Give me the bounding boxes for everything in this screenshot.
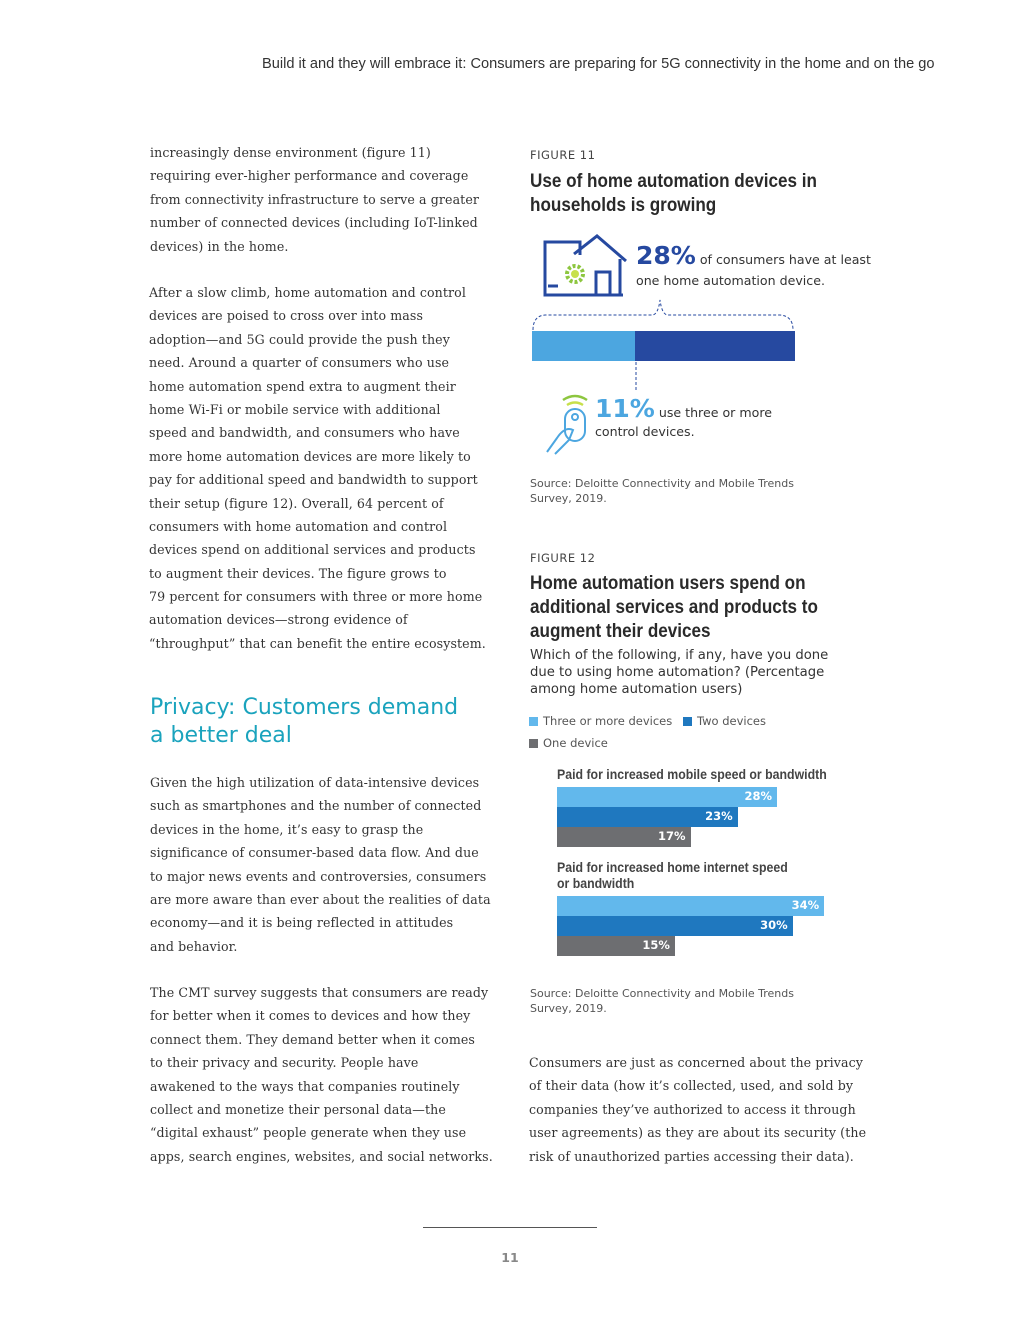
text-line: Source: Deloitte Connectivity and Mobile Trends (530, 477, 794, 490)
text-line: awakened to the ways that companies routinely (150, 1078, 460, 1094)
figure-11-title (530, 170, 817, 218)
text-line: automation devices—strong evidence of (149, 612, 408, 628)
body-paragraph-1 (150, 141, 479, 258)
text-line: consumers with home automation and control (149, 518, 448, 534)
text-line: number of connected devices (including IoT-linked (150, 215, 478, 231)
three-plus-segment (532, 331, 635, 361)
text-line: Paid for increased mobile speed or bandwidth (557, 766, 827, 782)
smart-home-icon (540, 232, 630, 300)
text-line: from connectivity infrastructure to serve a greater (150, 191, 480, 207)
text-line: connect them. They demand better when it comes (150, 1031, 475, 1047)
text-line: such as smartphones and the number of connected (150, 798, 482, 814)
text-line: home automation spend extra to augment their (149, 378, 456, 394)
text-line: increasingly dense environment (figure 11) (150, 145, 431, 160)
right-paragraph (529, 1051, 866, 1168)
household-bar (532, 331, 795, 361)
text-line: home Wi-Fi or mobile service with additional (149, 401, 441, 417)
text-line: “digital exhaust” people generate when they use (150, 1125, 467, 1141)
text-line: are more aware than ever about the realities of data (150, 891, 491, 907)
text-line: user agreements) as they are about its security (the (529, 1125, 867, 1141)
body-paragraph-3 (150, 771, 491, 958)
text-line: Survey, 2019. (530, 1002, 607, 1015)
remote-control-hand-icon (543, 392, 593, 456)
stat-value: 11% (595, 394, 655, 423)
text-line: economy—and it is being reflected in attitudes (150, 915, 454, 931)
bar-value-label: 23% (705, 809, 733, 823)
text-line: to their privacy and security. People have (150, 1055, 419, 1071)
text-line: devices) in the home. (150, 238, 289, 254)
stat-text-2: control devices. (595, 424, 695, 439)
text-line: Source: Deloitte Connectivity and Mobile Trends (530, 987, 794, 1000)
text-line: augment their devices (530, 621, 711, 642)
text-line: risk of unauthorized parties accessing their data). (529, 1148, 854, 1164)
footer-divider (423, 1227, 597, 1228)
text-line: and behavior. (150, 938, 238, 954)
stat-28-percent (636, 241, 871, 270)
text-line: Paid for increased home internet speed (557, 859, 788, 875)
text-line: pay for additional speed and bandwidth to support (149, 472, 478, 488)
text-line: After a slow climb, home automation and control (149, 285, 466, 300)
text-line: households is growing (530, 195, 717, 216)
body-paragraph-4 (150, 981, 493, 1168)
legend-label: One device (543, 736, 608, 750)
text-line: Use of home automation devices in (530, 171, 817, 192)
text-line: their setup (figure 12). Overall, 64 percent of (149, 495, 444, 511)
text-line: a better deal (150, 723, 292, 748)
text-line: significance of consumer-based data flow. And due (150, 845, 479, 861)
bar-value-label: 17% (658, 829, 686, 843)
text-line: speed and bandwidth, and consumers who have (149, 425, 460, 441)
text-line: devices spend on additional services and products (149, 542, 476, 558)
legend-swatch (683, 717, 692, 726)
figure-12-source (530, 986, 794, 1016)
text-line: apps, search engines, websites, and social networks. (150, 1148, 493, 1164)
text-line: devices are poised to cross over into mass (149, 308, 424, 324)
stat-text: of consumers have at least (699, 252, 871, 267)
bar-value-label: 34% (791, 898, 820, 912)
text-line: “throughput” that can benefit the entire ecosystem. (149, 635, 486, 651)
text-line: adoption—and 5G could provide the push they (149, 331, 450, 347)
legend-label: Three or more devices (543, 714, 673, 728)
text-line: Consumers are just as concerned about the privacy (529, 1055, 863, 1070)
legend-swatch (529, 739, 538, 748)
figure-11-label: FIGURE 11 (530, 148, 596, 162)
text-line: of their data (how it’s collected, used, and sold by (529, 1078, 854, 1094)
bar-value-label: 30% (760, 918, 788, 932)
text-line: Survey, 2019. (530, 492, 607, 505)
text-line: Home automation users spend on (530, 573, 806, 594)
category-label (557, 859, 788, 891)
bar-three-or-more-devices (557, 896, 824, 916)
section-heading (150, 694, 458, 750)
text-line: more home automation devices are more likely to (149, 448, 471, 464)
text-line: to major news events and controversies, consumers (150, 868, 487, 884)
figure-12-question (530, 647, 828, 698)
figure-12-title (530, 572, 818, 644)
text-line: for better when it comes to devices and how they (150, 1008, 471, 1024)
legend-swatch (529, 717, 538, 726)
page-number: 11 (501, 1250, 519, 1265)
bar-one-device (557, 936, 675, 956)
text-line: among home automation users) (530, 682, 743, 697)
text-line: 79 percent for consumers with three or more home (149, 589, 483, 605)
text-line: requiring ever-higher performance and coverage (150, 168, 469, 184)
body-paragraph-2 (149, 281, 486, 655)
bar-two-devices (557, 807, 738, 827)
figure-12-label: FIGURE 12 (530, 551, 596, 565)
text-line: devices in the home, it’s easy to grasp the (150, 821, 424, 837)
text-line: Which of the following, if any, have you done (530, 648, 829, 663)
bar-value-label: 15% (642, 938, 670, 952)
category-label (557, 766, 827, 782)
stat-11-percent (595, 394, 772, 423)
bar-three-or-more-devices (557, 787, 777, 807)
running-head: Build it and they will embrace it: Consumers are preparing for 5G connectivity in the home and on the go (262, 56, 935, 72)
stat-text: use three or more (658, 405, 772, 420)
legend-item-one (529, 736, 608, 750)
text-line: Given the high utilization of data-intensive devices (150, 775, 480, 790)
text-line: or bandwidth (557, 875, 635, 891)
figure-11-source (530, 476, 794, 506)
text-line: to augment their devices. The figure grows to (149, 565, 447, 581)
stat-value: 28% (636, 241, 696, 270)
bar-value-label: 28% (744, 789, 772, 803)
text-line: additional services and products to (530, 597, 818, 618)
text-line: need. Around a quarter of consumers who use (149, 355, 450, 371)
bar-one-device (557, 827, 691, 847)
text-line: due to using home automation? (Percentage (530, 665, 825, 680)
legend-item-three-plus (529, 714, 672, 728)
text-line: companies they’ve authorized to access it through (529, 1101, 856, 1117)
text-line: Privacy: Customers demand (150, 695, 459, 720)
stat-text-2: one home automation device. (636, 273, 825, 288)
text-line: collect and monetize their personal data—the (150, 1101, 446, 1117)
text-line: The CMT survey suggests that consumers are ready (150, 985, 489, 1000)
legend-item-two (683, 714, 766, 728)
bar-two-devices (557, 916, 793, 936)
legend-label: Two devices (697, 714, 766, 728)
